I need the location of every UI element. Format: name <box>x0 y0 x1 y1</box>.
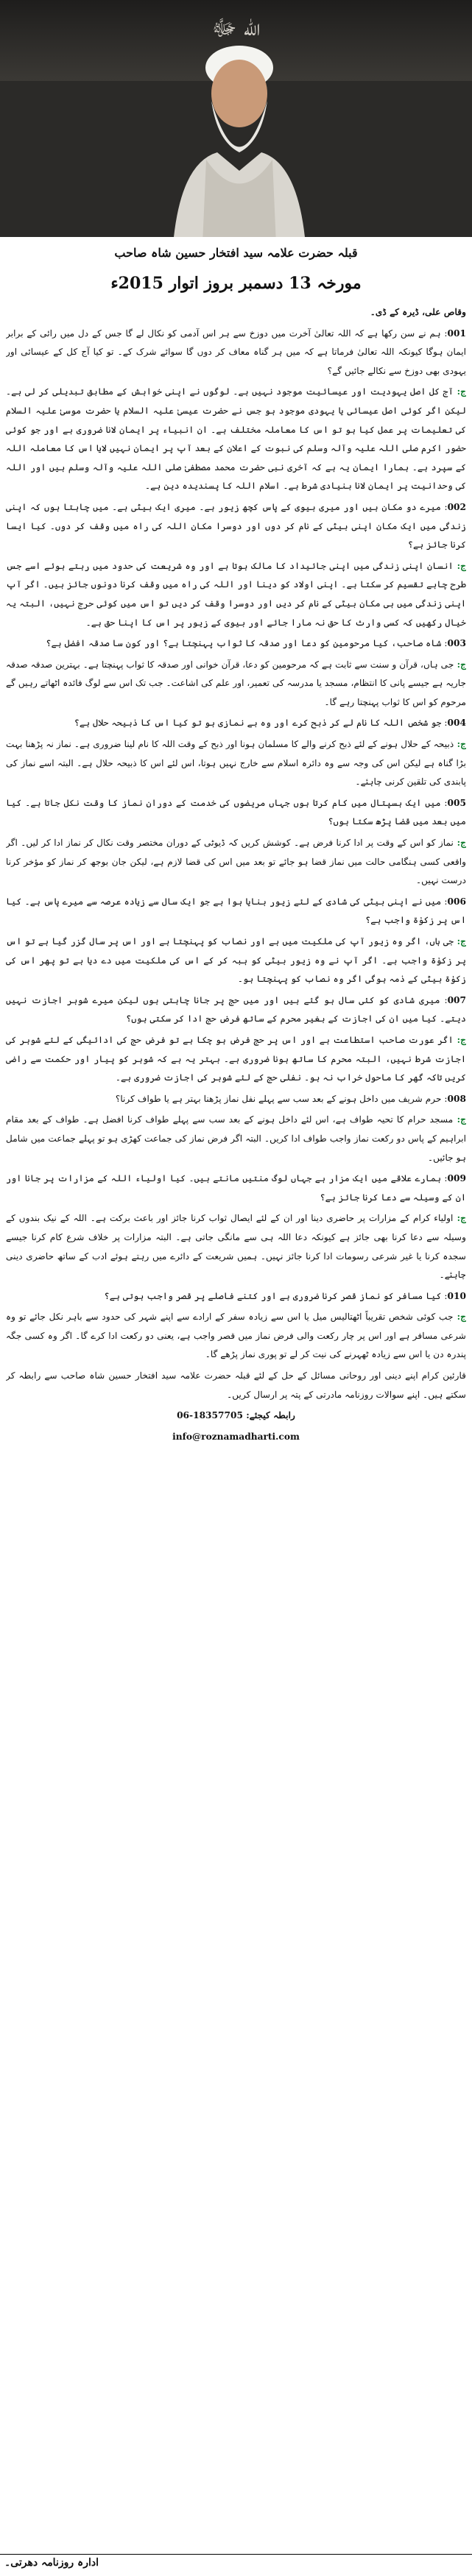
question-text: ہمارے علاقے میں ایک مزار ہے جہاں لوگ منتیں مانتے ہیں۔ کیا اولیاء اللہ کے مزارات پر جانا اور ان کے وسیلہ سے دعا کرنا جائز ہے؟ <box>6 1173 466 1203</box>
answer-8 <box>6 1111 466 1167</box>
qa-list <box>6 325 466 1365</box>
answer-1 <box>6 383 466 496</box>
answer-marker: ج: <box>454 659 466 670</box>
footer-rule <box>0 2554 472 2555</box>
question-number: 005 <box>447 797 466 808</box>
question-4: 004: جو شخص اللہ کا نام لے کر ذبح کرے اور وہ بے نمازی ہو تو کیا اس کا ذبیحہ حلال ہے؟ <box>74 718 466 729</box>
answer-marker: ج: <box>454 739 466 750</box>
answer-text: نماز کو اس کے وقت پر ادا کرنا فرض ہے۔ کوشش کریں کہ ڈیوٹی کے دوران مختصر وقت نکال کر نماز ادا کر لیں۔ اگر واقعی کسی ہنگامی حالت میں نماز قضا ہو جائے تو بعد میں اس کی قضا لازم ہے، لیکن جان بوجھ کر نماز کو مؤخر کرنا درست نہیں۔ <box>6 838 466 886</box>
answer-5 <box>6 834 466 891</box>
answer-text: جب کوئی شخص تقریباً اٹھتالیس میل یا اس سے زیادہ سفر کے ارادے سے اپنے شہر کی حدود سے باہر نکل جائے تو وہ شرعی مسافر ہے اور اس پر چار رکعت والی فرض نماز میں قصر واجب ہے، یعنی دو رکعت ادا کرے گا۔ اگر وہ کسی جگہ پندرہ دن یا اس سے زیادہ ٹھہرنے کی نیت کر لے تو پوری نماز پڑھے گا۔ <box>6 1312 466 1360</box>
photo-caption-name: قبلہ حضرت علامہ سید افتخار حسین شاہ صاحب <box>114 246 358 260</box>
question-5: 005: میں ایک ہسپتال میں کام کرتا ہوں جہاں مریضوں کی خدمت کے دوران نماز کا وقت نکل جاتا ہے۔ کیا میں بعد میں قضا پڑھ سکتا ہوں؟ <box>6 797 466 827</box>
answer-marker: ج: <box>453 1213 466 1224</box>
contact-label: رابطہ کیجئے: <box>246 1410 295 1421</box>
question-number: 008 <box>447 1093 466 1104</box>
answer-text: جی ہاں، قرآن و سنت سے ثابت ہے کہ مرحومین کو دعا، قرآن خوانی اور صدقہ کا ثواب پہنچتا ہے۔ بہترین صدقہ صدقہ جاریہ ہے جیسے پانی کا انتظام، مسجد یا مدرسہ کی تعمیر، اور علم کی اشاعت۔ جب تک اس سے لوگ فائدہ اٹھاتے رہیں گے مرحوم کو اس کا ثواب پہنچتا رہے گا۔ <box>6 659 466 707</box>
question-number: 004 <box>447 718 466 729</box>
contact-email[interactable]: info@roznamadharti.com <box>172 1431 300 1442</box>
answer-6 <box>6 933 466 989</box>
question-number: 006 <box>447 896 466 907</box>
answer-marker: ج: <box>453 560 466 571</box>
answer-9 <box>6 1209 466 1284</box>
contact-email-line <box>6 1428 466 1447</box>
scholar-portrait-icon <box>166 24 313 237</box>
answer-marker: ج: <box>453 1034 466 1045</box>
question-10: 010: کیا مسافر کو نماز قصر کرنا ضروری ہے اور کتنے فاصلے پر قصر واجب ہوتی ہے؟ <box>104 1290 466 1301</box>
question-text: حرم شریف میں داخل ہونے کے بعد سب سے پہلے نفل نماز پڑھنا بہتر ہے یا طواف کرنا؟ <box>115 1093 442 1104</box>
answer-text: اگر عورت صاحب استطاعت ہے اور اس پر حج فرض ہو چکا ہے تو فرض حج کی ادائیگی کے لئے شوہر کی اجازت شرط نہیں، البتہ محرم کا ساتھ ہونا ضروری ہے۔ بہتر یہ ہے کہ شوہر کو پیار اور حکمت سے راضی کریں تاکہ گھر کا ماحول خراب نہ ہو۔ نفلی حج کے لئے شوہر کی اجازت ضروری ہے۔ <box>6 1034 466 1083</box>
answer-7 <box>6 1031 466 1088</box>
contact-phone: 06-18357705 <box>177 1410 243 1421</box>
answer-text: ذبیحہ کے حلال ہونے کے لئے ذبح کرنے والے کا مسلمان ہونا اور ذبح کے وقت اللہ کا نام لینا ضروری ہے۔ نماز نہ پڑھنا بہت بڑا گناہ ہے لیکن اس کی وجہ سے وہ دائرہ اسلام سے خارج نہیں ہوتا، اس لئے اس کا ذبیحہ حلال ہے۔ البتہ اسے نماز کی پابندی کی تلقین کرنی چاہئے۔ <box>6 739 466 788</box>
answer-text: اولیاء کرام کے مزارات پر حاضری دینا اور ان کے لئے ایصال ثواب کرنا جائز اور باعث برکت ہے۔ اللہ کے نیک بندوں کے وسیلہ سے دعا کرنا بھی جائز ہے کیونکہ دعا اللہ ہی سے مانگی جاتی ہے۔ البتہ مزارات پر خلاف شرع کام کرنا جیسے سجدہ کرنا یا غیر شرعی رسومات ادا کرنا جائز نہیں۔ ہمیں شریعت کے دائرے میں رہتے ہوئے ادب کے ساتھ حاضری دینی چاہئے۔ <box>6 1213 466 1281</box>
footer-credit: ادارہ روزنامہ دھرتی۔ <box>4 2557 99 2569</box>
question-number: 007 <box>447 994 466 1005</box>
question-text: جو شخص اللہ کا نام لے کر ذبح کرے اور وہ بے نمازی ہو تو کیا اس کا ذبیحہ حلال ہے؟ <box>74 718 442 729</box>
answer-text: جی ہاں، اگر وہ زیور آپ کی ملکیت میں ہے اور نصاب کو پہنچتا ہے اور اس پر سال گزر گیا ہے تو اس پر زکوٰۃ واجب ہے۔ اگر آپ نے وہ زیور بیٹی کو ہبہ کر کے اس کی ملکیت میں دے دیا ہے تو پھر اس کی زکوٰۃ بیٹی کے ذمہ ہوگی اگر وہ نصاب کو پہنچتا ہو۔ <box>6 936 466 985</box>
question-number: 003 <box>447 638 466 649</box>
page-footer <box>0 2554 472 2572</box>
answer-4 <box>6 735 466 792</box>
question-text: میں نے اپنی بیٹی کی شادی کے لئے زیور بنایا ہوا ہے جو ایک سال سے زیادہ عرصہ سے میرے پاس ہے۔ کیا اس پر زکوٰۃ واجب ہے؟ <box>6 896 466 926</box>
question-7: 007: میری شادی کو کئی سال ہو گئے ہیں اور میں حج پر جانا چاہتی ہوں لیکن میرے شوہر اجازت نہیں دیتے۔ کیا میں ان کی اجازت کے بغیر محرم کے ساتھ فرض حج ادا کر سکتی ہوں؟ <box>6 994 466 1025</box>
answer-2 <box>6 557 466 632</box>
question-text: ہم نے سن رکھا ہے کہ اللہ تعالیٰ آخرت میں دوزخ سے ہر اس آدمی کو نکال لے گا جس کے دل میں رائی کے برابر ایمان ہوگا کیونکہ اللہ تعالیٰ فرماتا ہے کہ میں ہر گناہ معاف کر دوں گا سوائے شرک کے۔ تو کیا آج کل کے عیسائی اور یہودی بھی دوزخ سے نکالے جائیں گے؟ <box>6 328 466 376</box>
answer-marker: ج: <box>453 838 466 849</box>
qa-column <box>6 303 466 2541</box>
answer-marker: ج: <box>454 936 466 946</box>
question-text: کیا مسافر کو نماز قصر کرنا ضروری ہے اور کتنے فاصلے پر قصر واجب ہوتی ہے؟ <box>104 1290 442 1301</box>
question-8: 008: حرم شریف میں داخل ہونے کے بعد سب سے پہلے نفل نماز پڑھنا بہتر ہے یا طواف کرنا؟ <box>115 1093 466 1104</box>
answer-text: آج کل اصل یہودیت اور عیسائیت موجود نہیں ہے۔ لوگوں نے اپنی خواہش کے مطابق تبدیلی کر لی ہے۔ لیکن اگر کوئی اصل عیسائی یا یہودی موجود ہو جس نے حضرت عیسیٰ علیہ السلام یا حضرت موسیٰ علیہ السلام کی تعلیمات پر عمل کیا ہو تو اس کا معاملہ مختلف ہے۔ ان انبیاء پر ایمان لانا ضروری ہے اور جو کوئی حضور اکرم صلی اللہ علیہ وآلہ وسلم کی نبوت کے اعلان کے بعد آپ پر ایمان نہیں لایا اس کا معاملہ اللہ کے سپرد ہے۔ ہمارا ایمان یہ ہے کہ آخری نبی حضرت محمد مصطفیٰ صلی اللہ علیہ وآلہ وسلم ہیں اور اللہ کی وحدانیت پر ایمان لانا بنیادی شرط ہے۔ اسلام اللہ کا پسندیدہ دین ہے۔ <box>6 386 466 492</box>
intro-line: وقاص علی، ڈیرہ کے ڈی۔ <box>370 307 466 317</box>
question-text: میں ایک ہسپتال میں کام کرتا ہوں جہاں مریضوں کی خدمت کے دوران نماز کا وقت نکل جاتا ہے۔ کیا میں بعد میں قضا پڑھ سکتا ہوں؟ <box>6 797 466 827</box>
answer-10 <box>6 1308 466 1365</box>
question-number: 009 <box>447 1173 466 1184</box>
backdrop-calligraphy: الله ﷻ <box>211 15 261 41</box>
answer-marker: ج: <box>453 1114 466 1125</box>
closing-note: قارئین کرام اپنے دینی اور روحانی مسائل کے حل کے لئے قبلہ حضرت علامہ سید افتخار حسین شاہ صاحب سے رابطہ کر سکتے ہیں۔ اپنے سوالات روزنامہ مادرتی کے پتہ پر ارسال کریں۔ <box>6 1370 466 1400</box>
question-text: شاہ صاحب، کیا مرحومین کو دعا اور صدقہ کا ثواب پہنچتا ہے؟ اور کون سا صدقہ افضل ہے؟ <box>46 638 442 649</box>
question-number: 002 <box>447 501 466 512</box>
question-text: میری شادی کو کئی سال ہو گئے ہیں اور میں حج پر جانا چاہتی ہوں لیکن میرے شوہر اجازت نہیں دیتے۔ کیا میں ان کی اجازت کے بغیر محرم کے ساتھ فرض حج ادا کر سکتی ہوں؟ <box>6 994 466 1025</box>
answer-3 <box>6 656 466 712</box>
answer-text: مسجد حرام کا تحیہ طواف ہے، اس لئے داخل ہونے کے بعد سب سے پہلے طواف کرنا افضل ہے۔ طواف کے بعد مقام ابراہیم کے پاس دو رکعت نماز واجب طواف ادا کریں۔ البتہ اگر فرض نماز کی جماعت کھڑی ہو تو پہلے جماعت میں شامل ہو جائیں۔ <box>6 1114 466 1163</box>
answer-marker: ج: <box>453 386 466 397</box>
question-2: 002: میرے دو مکان ہیں اور میری بیوی کے پاس کچھ زیور ہے۔ میری ایک بیٹی ہے۔ میں چاہتا ہوں کہ اپنی زندگی میں ایک مکان اپنی بیٹی کے نام کر دوں اور دوسرا مکان اللہ کی راہ میں وقف کر دوں۔ کیا ایسا کرنا جائز ہے؟ <box>6 501 466 551</box>
portrait-photo <box>0 0 472 237</box>
answer-marker: ج: <box>453 1312 466 1323</box>
question-number: 001 <box>447 328 466 339</box>
question-9: 009: ہمارے علاقے میں ایک مزار ہے جہاں لوگ منتیں مانتے ہیں۔ کیا اولیاء اللہ کے مزارات پر جانا اور ان کے وسیلہ سے دعا کرنا جائز ہے؟ <box>6 1173 466 1203</box>
question-6: 006: میں نے اپنی بیٹی کی شادی کے لئے زیور بنایا ہوا ہے جو ایک سال سے زیادہ عرصہ سے میرے پاس ہے۔ کیا اس پر زکوٰۃ واجب ہے؟ <box>6 896 466 926</box>
photo-caption-date: مورخہ 13 دسمبر بروز اتوار 2015ء <box>110 274 362 293</box>
question-text: میرے دو مکان ہیں اور میری بیوی کے پاس کچھ زیور ہے۔ میری ایک بیٹی ہے۔ میں چاہتا ہوں کہ اپنی زندگی میں ایک مکان اپنی بیٹی کے نام کر دوں اور دوسرا مکان اللہ کی راہ میں وقف کر دوں۔ کیا ایسا کرنا جائز ہے؟ <box>6 501 466 551</box>
contact-line <box>6 1406 466 1426</box>
question-3: 003: شاہ صاحب، کیا مرحومین کو دعا اور صدقہ کا ثواب پہنچتا ہے؟ اور کون سا صدقہ افضل ہے؟ <box>46 638 466 649</box>
answer-text: انسان اپنی زندگی میں اپنی جائیداد کا مالک ہوتا ہے اور وہ شریعت کی حدود میں رہتے ہوئے اسے جس طرح چاہے تقسیم کر سکتا ہے۔ اپنی اولاد کو دینا اور اللہ کی راہ میں وقف کرنا دونوں جائز ہیں۔ اگر آپ اپنی زندگی میں ہی مکان بیٹی کے نام کر دیں اور دوسرا وقف کر دیں تو اس میں کوئی حرج نہیں، البتہ یہ خیال رکھیں کہ کسی وارث کا حق نہ مارا جائے اور بیوی کے زیور پر اس کا اپنا حق ہے۔ <box>6 560 466 628</box>
question-number: 010 <box>447 1290 466 1301</box>
question-1: 001: ہم نے سن رکھا ہے کہ اللہ تعالیٰ آخرت میں دوزخ سے ہر اس آدمی کو نکال لے گا جس کے دل میں رائی کے برابر ایمان ہوگا کیونکہ اللہ تعالیٰ فرماتا ہے کہ میں ہر گناہ معاف کر دوں گا سوائے شرک کے۔ تو کیا آج کل کے عیسائی اور یہودی بھی دوزخ سے نکالے جائیں گے؟ <box>6 328 466 376</box>
